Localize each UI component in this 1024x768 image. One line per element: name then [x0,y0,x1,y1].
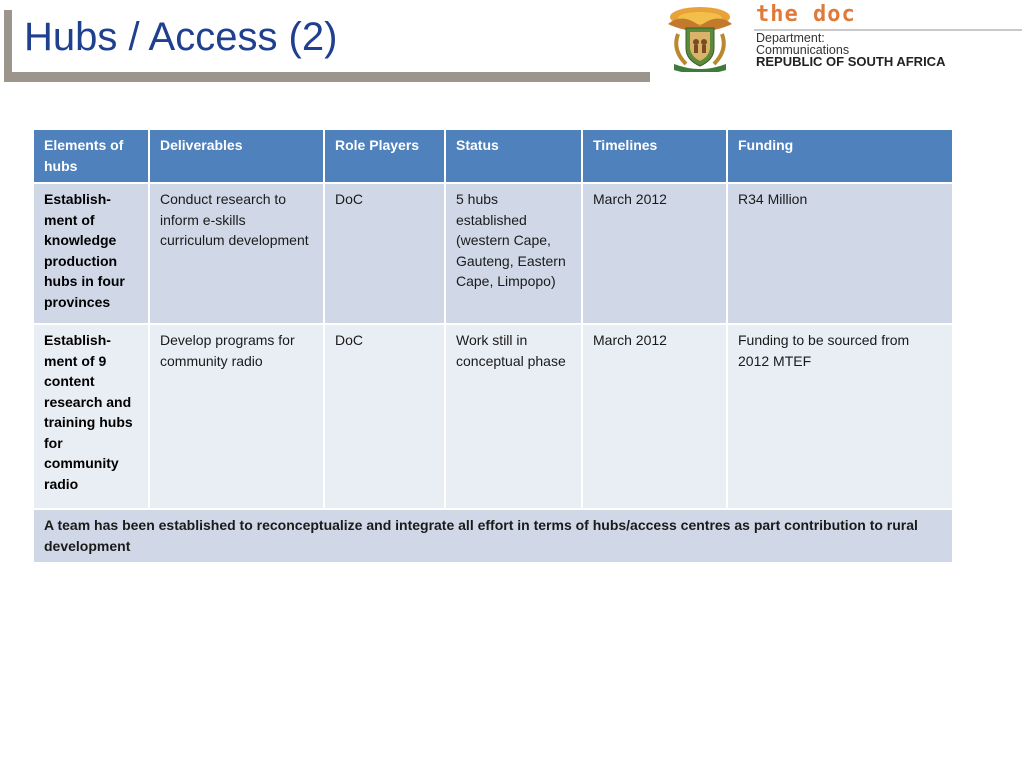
cell-timelines: March 2012 [582,183,727,324]
footer-note: A team has been established to reconceptualize and integrate all effort in terms of hubs/access centres as part contribution to rural development [33,509,953,563]
cell-role-players: DoC [324,183,445,324]
logo-department-line1: Department: [756,31,825,45]
title-frame-bottom-bar [4,72,650,82]
department-logo [654,0,1024,78]
column-header-role-players: Role Players [324,129,445,183]
logo-country: REPUBLIC OF SOUTH AFRICA [756,54,946,69]
column-header-funding: Funding [727,129,953,183]
cell-deliverables: Develop programs for community radio [149,324,324,509]
table-header-row [33,129,953,183]
slide-title: Hubs / Access (2) [24,15,338,59]
cell-element: Establish-ment of 9 content research and training hubs for community radio [33,324,149,509]
hubs-access-table [32,128,954,564]
column-header-deliverables: Deliverables [149,129,324,183]
table-footer-row [33,509,953,563]
logo-department-line2: Communications [756,43,850,57]
cell-element: Establish-ment of knowledge production hubs in four provinces [33,183,149,324]
column-header-status: Status [445,129,582,183]
logo-brand-text: the doc [756,2,856,27]
cell-funding: R34 Million [727,183,953,324]
column-header-elements: Elements of hubs [33,129,149,183]
cell-timelines: March 2012 [582,324,727,509]
coat-of-arms-icon [660,4,740,72]
cell-status: Work still in conceptual phase [445,324,582,509]
hubs-access-table-container [32,128,952,564]
cell-funding: Funding to be sourced from 2012 MTEF [727,324,953,509]
column-header-timelines: Timelines [582,129,727,183]
table-row [33,183,953,324]
cell-deliverables: Conduct research to inform e-skills curriculum development [149,183,324,324]
cell-role-players: DoC [324,324,445,509]
table-row [33,324,953,509]
cell-status: 5 hubs established (western Cape, Gauteng, Eastern Cape, Limpopo) [445,183,582,324]
